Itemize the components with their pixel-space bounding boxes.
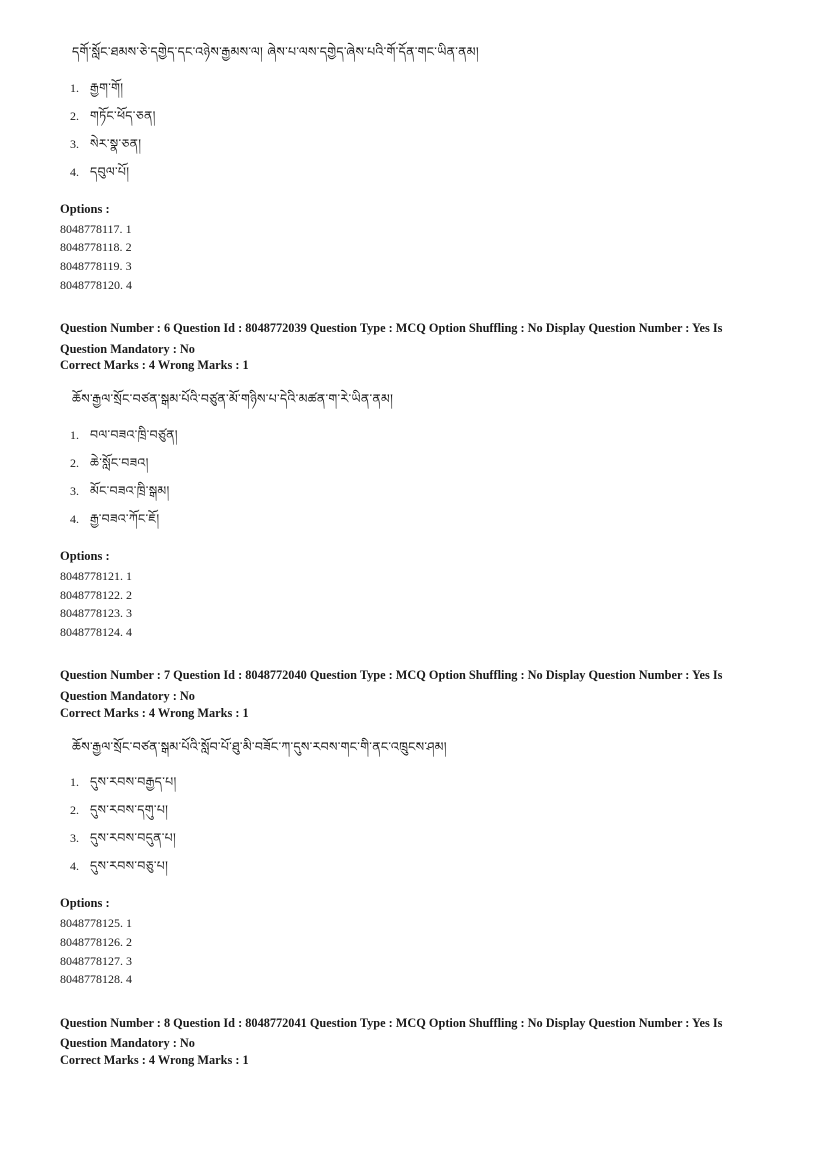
option-id: 8048778121.: [60, 569, 123, 584]
choice-number: 1.: [70, 80, 79, 95]
choice-number: 1.: [70, 775, 79, 790]
option-row: [60, 220, 766, 239]
option-number: 1: [126, 569, 132, 584]
option-id: 8048778126.: [60, 934, 123, 949]
option-row: [60, 970, 766, 989]
option-id: 8048778120.: [60, 277, 123, 292]
option-number: 1: [126, 916, 132, 931]
choice-number: 1.: [70, 428, 79, 443]
question-block: [60, 40, 766, 294]
option-number: 4: [126, 624, 132, 639]
question-meta-line-2: Question Mandatory : No: [60, 689, 195, 704]
choice-number: 4.: [70, 512, 79, 527]
option-id: 8048778117.: [60, 221, 123, 236]
option-row: [60, 257, 766, 276]
question-marks: Correct Marks : 4 Wrong Marks : 1: [60, 358, 249, 373]
option-row: [60, 276, 766, 295]
list-item[interactable]: [70, 106, 766, 126]
option-id: 8048778123.: [60, 606, 123, 621]
list-item[interactable]: [70, 425, 766, 445]
choice-number: 2.: [70, 108, 79, 123]
options-heading: Options :: [60, 549, 110, 564]
option-number: 2: [125, 240, 132, 255]
question-marks: Correct Marks : 4 Wrong Marks : 1: [60, 1052, 249, 1067]
choice-text: བལ་བཟའ་ཁྲི་བཙུན།: [90, 427, 178, 443]
question-stem: ཆོས་རྒྱལ་སྲོང་བཙན་སྒམ་པོའི་བཙུན་མོ་གཉིས་པ་དེའི་མཚན་ག་རེ་ཡིན་ནམ།: [72, 391, 394, 407]
option-id: 8048778125.: [60, 916, 123, 931]
question-block: [60, 667, 766, 988]
choice-number: 4.: [70, 164, 79, 179]
choice-number: 2.: [70, 803, 79, 818]
option-number: 2: [126, 934, 132, 949]
option-row: [60, 914, 766, 933]
choice-text: དུས་རབས་བརྒྱད་པ།: [90, 774, 177, 790]
option-number: 1: [125, 221, 132, 236]
options-block: [60, 549, 766, 641]
option-number: 3: [125, 258, 132, 273]
choice-text: དུས་རབས་དགུ་པ།: [90, 802, 169, 818]
options-heading: Options :: [60, 896, 110, 911]
option-id: 8048778122.: [60, 587, 123, 602]
question-meta-line-1: Question Number : 6 Question Id : 8048772039 Question Type : MCQ Option Shuffling : No Display Question Number : Yes Is: [60, 321, 723, 336]
choice-text: ཆེ་སློང་བཟའ།: [90, 455, 149, 471]
list-item[interactable]: [70, 453, 766, 473]
option-row: [60, 238, 766, 257]
choice-list: [70, 772, 766, 876]
list-item[interactable]: [70, 509, 766, 529]
option-number: 4: [126, 972, 132, 987]
choice-text: མོང་བཟའ་ཁྲི་སྒམ།: [90, 483, 170, 499]
list-item[interactable]: [70, 78, 766, 98]
option-id: 8048778118.: [60, 240, 123, 255]
question-meta-line-2: Question Mandatory : No: [60, 341, 195, 356]
list-item[interactable]: [70, 162, 766, 182]
list-item[interactable]: [70, 134, 766, 154]
question-stem: ཆོས་རྒྱལ་སྲོང་བཙན་སྒམ་པོའི་སློབ་པོ་ཐུ་མི་བཟོང་ཀ་དུས་རབས་གང་གི་ནང་འཁྲུངས་ཤམ།: [72, 738, 447, 754]
choice-text: དུས་རབས་བཅུ་པ།: [90, 858, 169, 874]
option-number: 2: [126, 587, 132, 602]
list-item[interactable]: [70, 828, 766, 848]
option-row: [60, 933, 766, 952]
option-row: [60, 623, 766, 642]
choice-text: རྒྱ་བཟའ་ཀོང་ཇོ།: [90, 511, 160, 527]
question-stem: དགོ་སློང་ཐམས་ཅེ་དགྱེད་དང་འཉེས་རྒྱམས་ལ། ཞེས་པ་ལས་དགྱེད་ཞེས་པའི་གོ་དོན་གང་ཡིན་ནམ།: [72, 44, 479, 59]
options-block: [60, 896, 766, 988]
choice-number: 4.: [70, 859, 79, 874]
options-heading: Options :: [60, 201, 110, 216]
question-block: [60, 1015, 766, 1068]
choice-number: 3.: [70, 831, 79, 846]
list-item[interactable]: [70, 856, 766, 876]
option-id: 8048778124.: [60, 624, 123, 639]
option-id: 8048778119.: [60, 258, 123, 273]
options-block: [60, 202, 766, 294]
choice-text: སེར་སྣ་ཅན།: [90, 135, 142, 151]
choice-text: གཏོང་ཕོད་ཅན།: [90, 107, 156, 123]
choice-text: དབུལ་པོ།: [90, 163, 130, 179]
question-meta-line-1: Question Number : 7 Question Id : 8048772040 Question Type : MCQ Option Shuffling : No Display Question Number : Yes Is: [60, 668, 723, 683]
question-marks: Correct Marks : 4 Wrong Marks : 1: [60, 705, 249, 720]
list-item[interactable]: [70, 772, 766, 792]
option-number: 3: [126, 606, 132, 621]
question-meta-line-1: Question Number : 8 Question Id : 8048772041 Question Type : MCQ Option Shuffling : No Display Question Number : Yes Is: [60, 1015, 723, 1030]
question-block: [60, 320, 766, 641]
choice-list: [70, 425, 766, 529]
option-number: 3: [126, 953, 132, 968]
option-id: 8048778127.: [60, 953, 123, 968]
list-item[interactable]: [70, 800, 766, 820]
question-meta-line-2: Question Mandatory : No: [60, 1036, 195, 1051]
choice-text: རྒྱག་གོ།: [90, 79, 124, 95]
choice-text: དུས་རབས་བདུན་པ།: [90, 830, 177, 846]
list-item[interactable]: [70, 481, 766, 501]
choice-number: 3.: [70, 484, 79, 499]
option-row: [60, 586, 766, 605]
option-row: [60, 604, 766, 623]
option-row: [60, 567, 766, 586]
choice-list: [70, 78, 766, 182]
option-number: 4: [126, 277, 132, 292]
option-row: [60, 952, 766, 971]
choice-number: 2.: [70, 456, 79, 471]
option-id: 8048778128.: [60, 972, 123, 987]
choice-number: 3.: [70, 136, 79, 151]
